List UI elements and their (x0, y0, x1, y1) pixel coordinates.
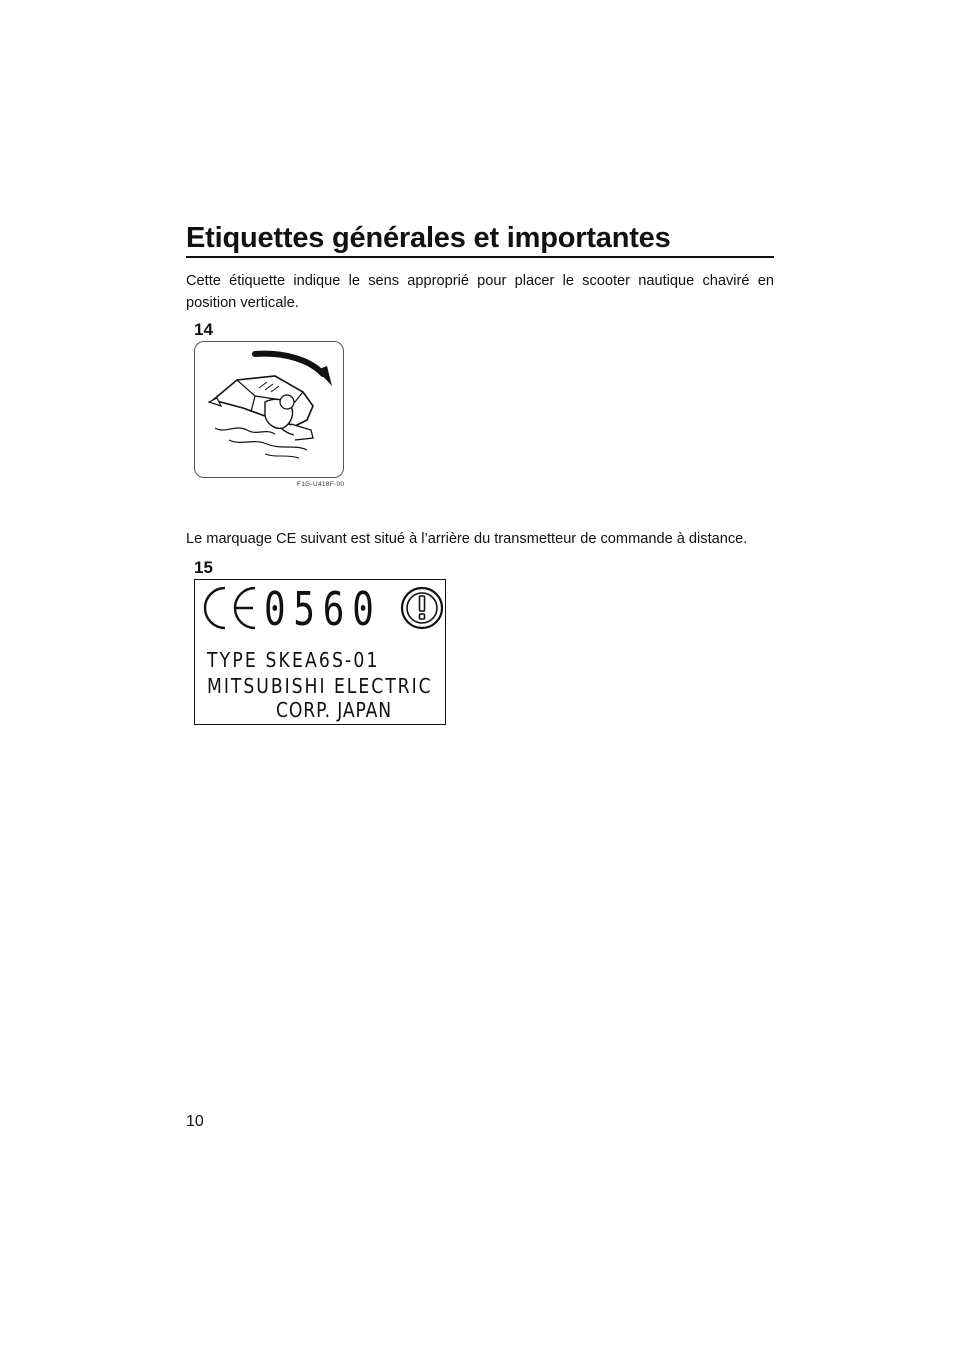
figure-code: F1G-U418F-00 (297, 481, 345, 488)
title-rule (186, 256, 774, 258)
ce-marking-description: Le marquage CE suivant est situé à l’arrière du transmetteur de commande à distance. (186, 531, 748, 547)
page-number: 10 (186, 1113, 204, 1130)
capsize-label-description: Cette étiquette indique le sens approprié pour placer le scooter nautique chaviré en position verticale. (186, 273, 774, 311)
label-manufacturer-line: MITSUBISHI ELECTRIC (207, 674, 433, 698)
notified-body-number: 0560 (264, 582, 382, 636)
capsized-watercraft-icon (195, 342, 343, 477)
figure-number-14: 14 (194, 320, 213, 339)
page-title: Etiquettes générales et importantes (186, 222, 671, 254)
label-type-line: TYPE SKEA6S-01 (207, 648, 380, 672)
capsize-label-figure (194, 341, 344, 478)
label-country-line: CORP. JAPAN (276, 698, 393, 722)
figure-number-15: 15 (194, 558, 213, 577)
